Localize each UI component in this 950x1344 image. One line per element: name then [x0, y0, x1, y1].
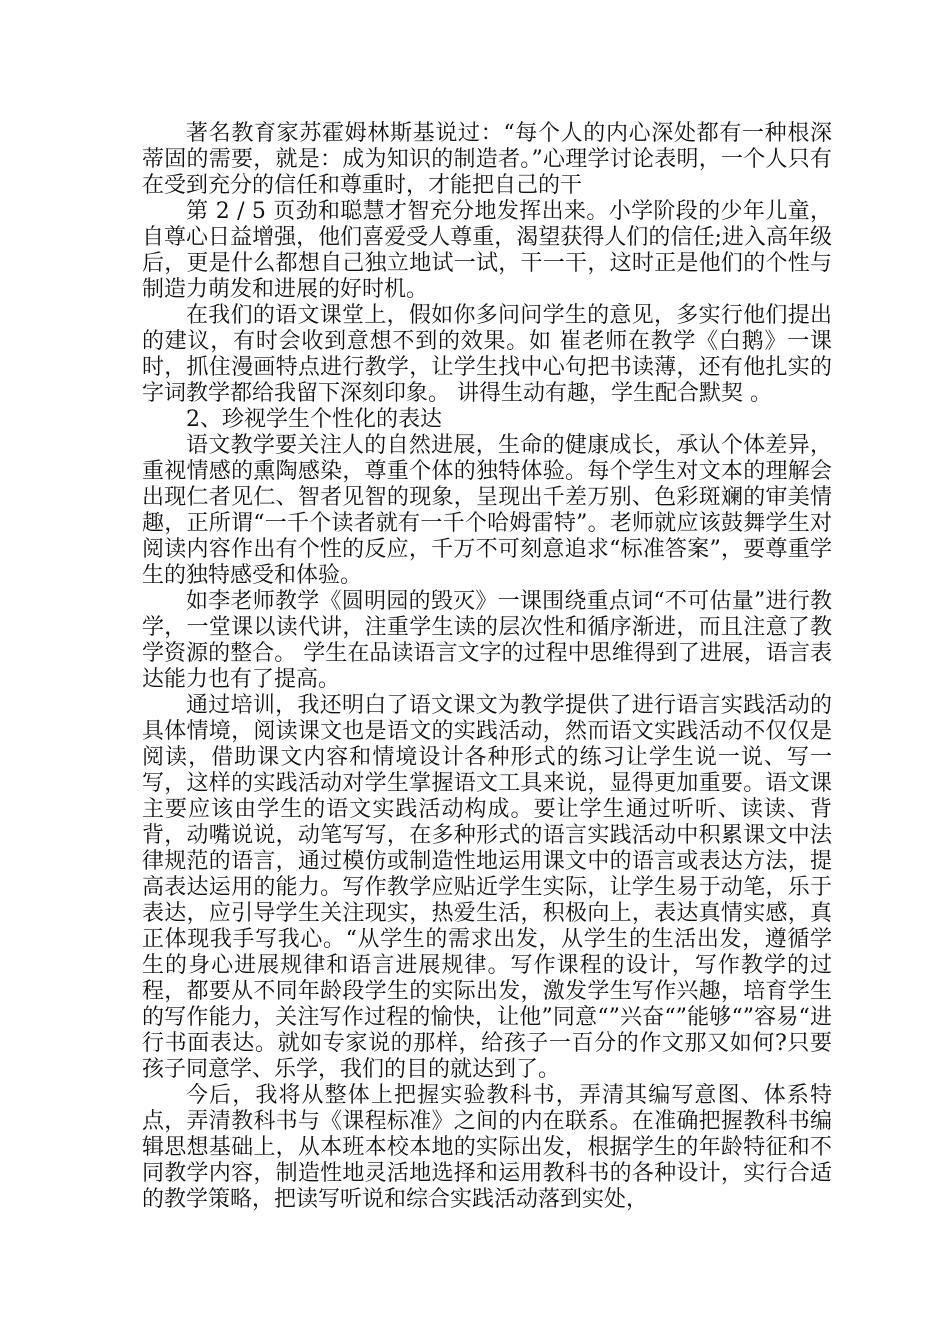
- section-heading: 2、珍视学生个性化的表达: [186, 407, 442, 432]
- paragraph-7: 今后，我将从整体上把握实验教科书，弄清其编写意图、体系特点，弄清教科书与《课程标准》之间的内在联系。在准确把握教科书编辑思想基础上，从本班本校本地的实际出发，根据学生的年龄特征和不同教学内容，制造性地灵活地选择和运用教科书的各种设计，实行合适的教学策略，把读写听说和综合实践活动落到实处，: [142, 1083, 832, 1212]
- paragraph-6: 通过培训，我还明白了语文课文为教学提供了进行语言实践活动的具体情境，阅读课文也是语文的实践活动，然而语文实践活动不仅仅是阅读，借助课文内容和情境设计各种形式的练习让学生说一说、写一写，这样的实践活动对学生掌握语文工具来说，显得更加重要。语文课主要应该由学生的语文实践活动构成。要让学生通过听听、读读、背背，动嘴说说，动笔写写，在多种形式的语言实践活动中积累课文中法律规范的语言，通过模仿或制造性地运用课文中的语言或表达方法，提高表达运用的能力。写作教学应贴近学生实际，让学生易于动笔，乐于表达，应引导学生关注现实，热爱生活，积极向上，表达真情实感，真正体现我手写我心。“从学生的需求出发，从学生的生活出发，遵循学生的身心进展规律和语言进展规律。写作课程的设计，写作教学的过程，都要从不同年龄段学生的实际出发，激发学生写作兴趣，培育学生的写作能力，关注写作过程的愉快，让他”同意“”兴奋“”能够“”容易“进行书面表达。就如专家说的那样，给孩子一百分的作文那又如何?只要孩子同意学、乐学，我们的目的就达到了。: [142, 693, 832, 1082]
- paragraph-4: 语文教学要关注人的自然进展，生命的健康成长，承认个体差异，重视情感的熏陶感染，尊重个体的独特体验。每个学生对文本的理解会出现仁者见仁、智者见智的现象，呈现出千差万别、色彩斑斓的审美情趣，正所谓“一千个读者就有一千个哈姆雷特”。老师就应该鼓舞学生对阅读内容作出有个性的反应，千万不可刻意追求“标准答案”，要尊重学生的独特感受和体验。: [142, 433, 832, 588]
- paragraph-1: 著名教育家苏霍姆林斯基说过：“每个人的内心深处都有一种根深蒂固的需要，就是：成为知识的制造者。”心理学讨论表明，一个人只有在受到充分的信任和尊重时，才能把自己的干: [142, 121, 832, 198]
- document-body: [142, 121, 832, 1213]
- paragraph-5: 如李老师教学《圆明园的毁灭》一课围绕重点词“不可估量”进行教学，一堂课以读代讲，注重学生读的层次性和循序渐进，而且注意了教学资源的整合。 学生在品读语言文字的过程中思维得到了进展，语言表达能力也有了提高。: [142, 589, 832, 692]
- paragraph-2: 第 2 / 5 页劲和聪慧才智充分地发挥出来。小学阶段的少年儿童，自尊心日益增强，他们喜爱受人尊重，渴望获得人们的信任;进入高年级后，更是什么都想自己独立地试一试，干一干，这时正是他们的个性与制造力萌发和进展的好时机。: [142, 199, 832, 302]
- paragraph-3: 在我们的语文课堂上，假如你多问问学生的意见，多实行他们提出的建议，有时会收到意想不到的效果。如 崔老师在教学《白鹅》一课时，抓住漫画特点进行教学，让学生找中心句把书读薄，还有他扎实的字词教学都给我留下深刻印象。 讲得生动有趣，学生配合默契 。: [142, 303, 832, 406]
